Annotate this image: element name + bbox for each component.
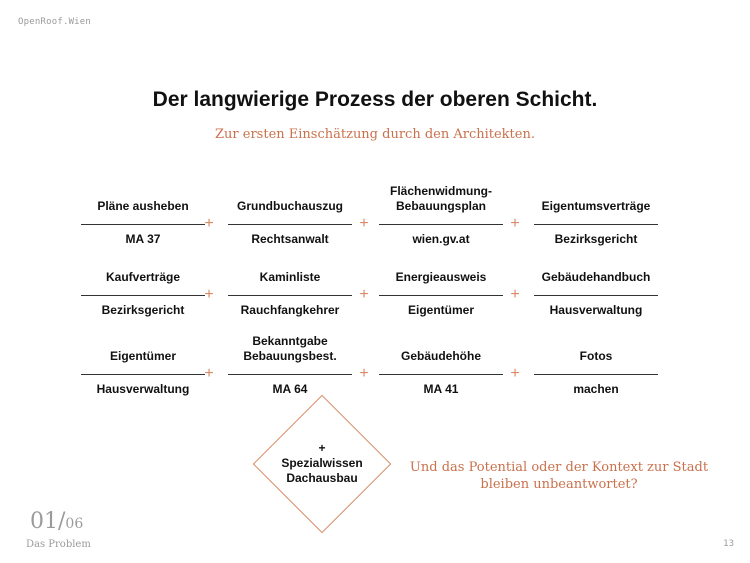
step-divider <box>228 224 352 225</box>
plus-sign: + <box>510 286 520 303</box>
page-current: 01/ <box>30 509 66 534</box>
slide-number: 13 <box>723 539 734 549</box>
plus-sign: + <box>359 365 369 382</box>
step-title: Kaufverträge <box>105 270 181 284</box>
step-source: Rauchfangkehrer <box>240 303 340 317</box>
step-divider <box>228 374 352 375</box>
page-total: 06 <box>65 516 84 532</box>
step-source: Hausverwaltung <box>96 382 190 396</box>
step-source: Bezirksgericht <box>101 303 185 317</box>
plus-sign: + <box>359 215 369 232</box>
step-source: MA 37 <box>125 232 161 246</box>
step-title: Eigentümer <box>109 349 176 363</box>
step-divider <box>534 224 658 225</box>
step-divider <box>534 374 658 375</box>
step-source: Bezirksgericht <box>554 232 638 246</box>
step-source: wien.gv.at <box>412 232 470 246</box>
step-source: MA 64 <box>272 382 308 396</box>
step-title: Pläne ausheben <box>97 199 189 213</box>
diamond-plus: + <box>318 441 326 455</box>
step-divider <box>81 224 205 225</box>
step-source: Eigentümer <box>407 303 474 317</box>
step-source: Rechtsanwalt <box>251 232 329 246</box>
brand-label: OpenRoof.Wien <box>18 17 92 27</box>
step-divider <box>534 295 658 296</box>
step-source: MA 41 <box>423 382 459 396</box>
step-title: Gebäudehandbuch <box>541 270 651 284</box>
page-title: Der langwierige Prozess der oberen Schicht. <box>152 88 598 111</box>
step-title: Eigentumsverträge <box>541 199 651 213</box>
step-source: Hausverwaltung <box>549 303 643 317</box>
question-line-1: Und das Potential oder der Kontext zur Stadt <box>409 460 709 475</box>
step-title: Flächenwidmung- Bebauungsplan <box>390 184 492 213</box>
question-line-2: bleiben unbeantwortet? <box>480 477 638 492</box>
plus-sign: + <box>204 215 214 232</box>
diamond-line-1: Spezialwissen <box>281 456 363 470</box>
step-title: Grundbuchauszug <box>237 199 343 213</box>
step-title: Energieausweis <box>395 270 487 284</box>
diamond-line-2: Dachausbau <box>286 471 358 485</box>
step-title: Kaminliste <box>259 270 321 284</box>
step-title: Gebäudehöhe <box>400 349 481 363</box>
step-divider <box>228 295 352 296</box>
step-divider <box>81 295 205 296</box>
plus-sign: + <box>359 286 369 303</box>
special-knowledge-label <box>262 441 382 486</box>
plus-sign: + <box>204 286 214 303</box>
step-title: Fotos <box>579 349 613 363</box>
step-divider <box>81 374 205 375</box>
plus-sign: + <box>510 215 520 232</box>
section-label: Das Problem <box>26 539 91 550</box>
step-source: machen <box>573 382 619 396</box>
plus-sign: + <box>510 365 520 382</box>
step-divider <box>379 224 503 225</box>
step-divider <box>379 374 503 375</box>
closing-question <box>398 459 720 493</box>
page-indicator <box>30 509 83 534</box>
step-title: Bekanntgabe Bebauungsbest. <box>243 334 337 363</box>
page-subtitle: Zur ersten Einschätzung durch den Architekten. <box>215 127 535 142</box>
plus-sign: + <box>204 365 214 382</box>
step-divider <box>379 295 503 296</box>
